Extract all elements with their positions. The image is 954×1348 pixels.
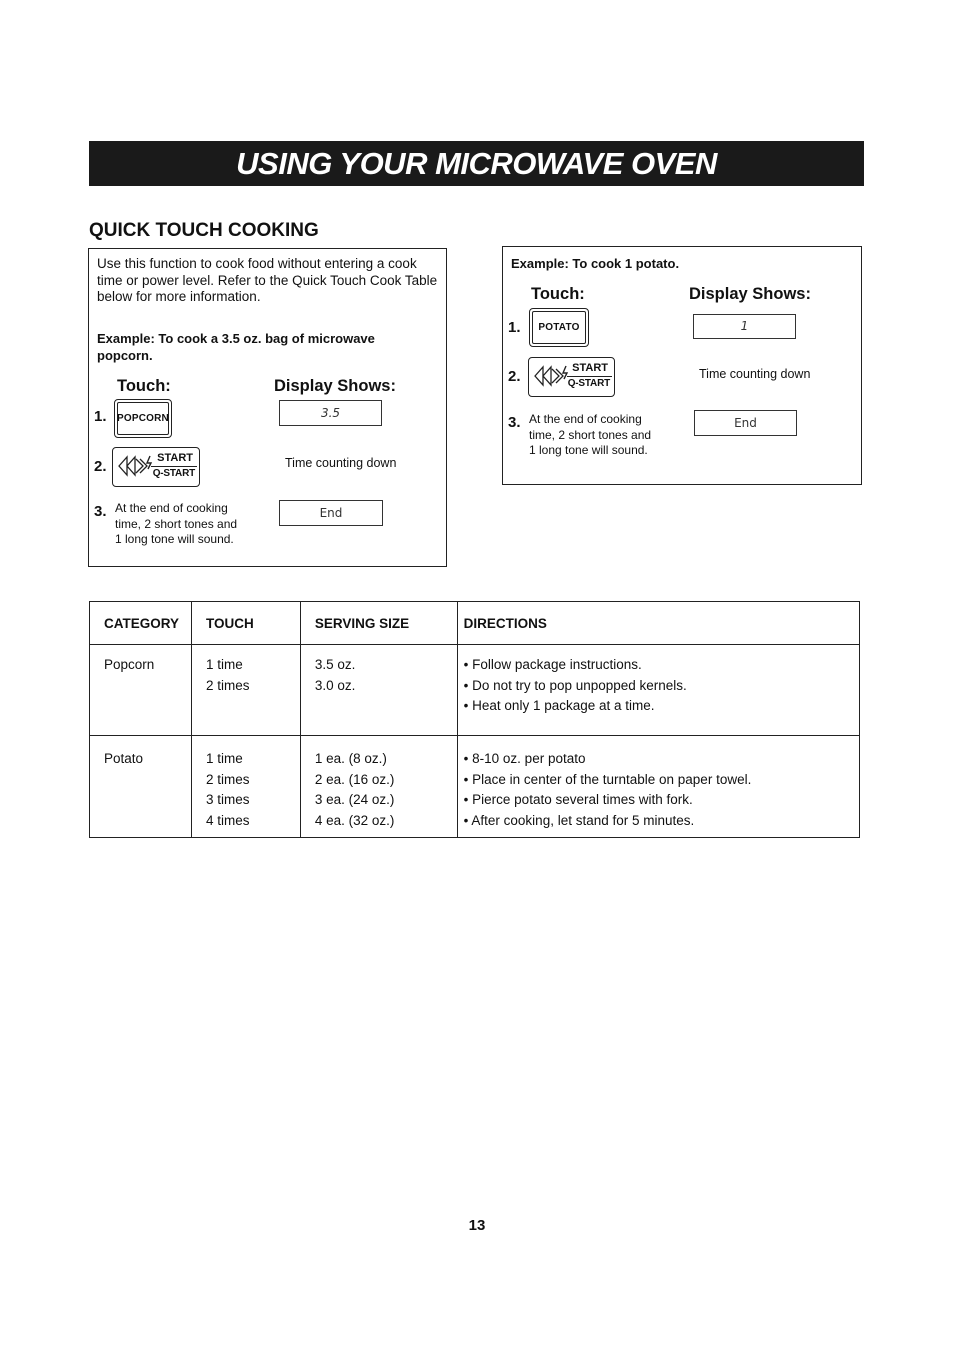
step-number: 1.	[94, 408, 107, 425]
qstart-label: Q-START	[152, 468, 195, 479]
potato-example-heading: Example: To cook 1 potato.	[511, 256, 680, 271]
start-divider	[567, 376, 612, 377]
start-button[interactable]	[112, 447, 200, 487]
category-cell: Popcorn	[90, 645, 192, 736]
display-readout: End	[279, 500, 383, 526]
potato-button[interactable]	[529, 308, 589, 347]
touch-heading: Touch:	[117, 377, 171, 395]
step-number: 3.	[94, 503, 107, 520]
touch-heading: Touch:	[531, 285, 585, 303]
qstart-label: Q-START	[567, 378, 610, 389]
quick-touch-table	[89, 601, 860, 838]
display-status-text: Time counting down	[699, 367, 811, 381]
popcorn-example-box	[88, 248, 447, 567]
display-readout: End	[694, 410, 797, 436]
page-banner	[89, 141, 864, 186]
popcorn-button[interactable]	[114, 399, 172, 438]
table-row	[90, 736, 860, 838]
directions-cell: • 8-10 oz. per potato • Place in center of the turntable on paper towel. • Pierce potato several times with fork. • After cooking, let stand for 5 minutes.	[457, 736, 859, 838]
potato-button-label: POTATO	[532, 311, 586, 344]
start-label: START	[157, 452, 193, 464]
start-label: START	[572, 362, 608, 374]
table-row	[90, 645, 860, 736]
page-number: 13	[468, 1217, 486, 1234]
touch-cell: 1 time 2 times	[191, 645, 300, 736]
section-title: QUICK TOUCH COOKING	[89, 220, 319, 241]
column-header: DIRECTIONS	[457, 602, 859, 645]
serving-cell: 3.5 oz. 3.0 oz.	[300, 645, 457, 736]
column-header: CATEGORY	[90, 602, 192, 645]
serving-cell: 1 ea. (8 oz.) 2 ea. (16 oz.) 3 ea. (24 oz.) 4 ea. (32 oz.)	[300, 736, 457, 838]
popcorn-example-heading: Example: To cook a 3.5 oz. bag of microwave popcorn.	[97, 331, 375, 363]
display-readout: 1	[693, 314, 796, 339]
column-header: SERVING SIZE	[300, 602, 457, 645]
display-heading: Display Shows:	[689, 285, 811, 303]
step-number: 2.	[508, 368, 521, 385]
touch-cell: 1 time 2 times 3 times 4 times	[191, 736, 300, 838]
step-number: 3.	[508, 414, 521, 431]
display-readout: 3.5	[279, 400, 382, 426]
step-number: 1.	[508, 319, 521, 336]
display-heading: Display Shows:	[274, 377, 396, 395]
directions-cell: • Follow package instructions. • Do not try to pop unpopped kernels. • Heat only 1 package at a time.	[457, 645, 859, 736]
step-description: At the end of cooking time, 2 short tones and 1 long tone will sound.	[115, 501, 238, 546]
step-number: 2.	[94, 458, 107, 475]
column-header: TOUCH	[191, 602, 300, 645]
page-title: USING YOUR MICROWAVE OVEN	[236, 146, 717, 181]
display-status-text: Time counting down	[285, 456, 397, 470]
category-cell: Potato	[90, 736, 192, 838]
start-button[interactable]	[528, 357, 615, 397]
step-description: At the end of cooking time, 2 short tones and 1 long tone will sound.	[529, 412, 652, 457]
start-divider	[151, 466, 197, 467]
potato-example-box	[502, 246, 862, 485]
intro-text: Use this function to cook food without entering a cook time or power level. Refer to the Quick Touch Cook Table below for more information.	[97, 256, 438, 304]
table-header-row	[90, 602, 860, 645]
popcorn-button-label: POPCORN	[117, 402, 169, 435]
